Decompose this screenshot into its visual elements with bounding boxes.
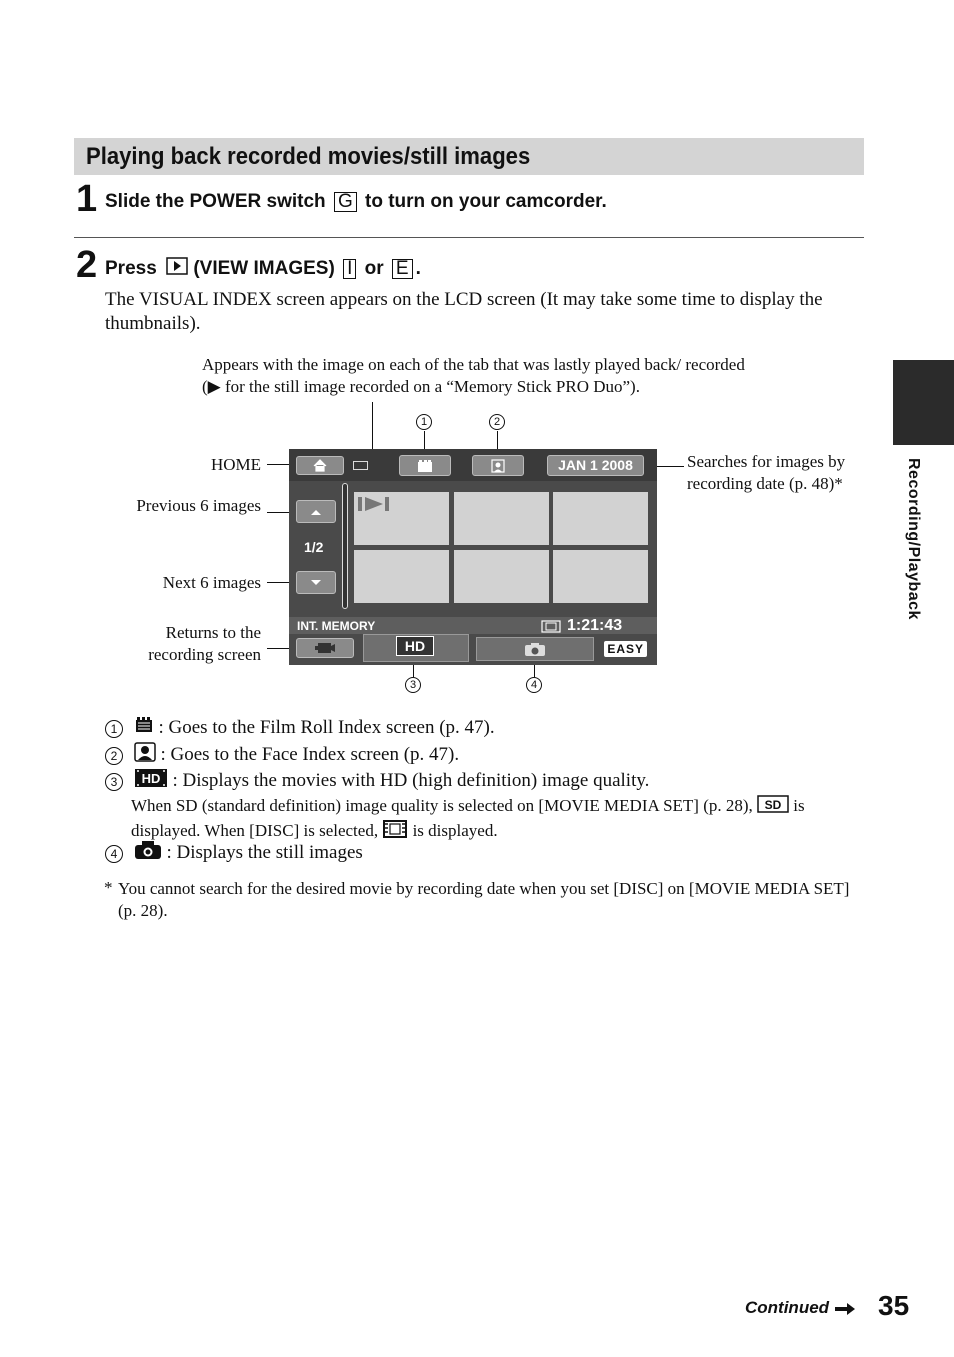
- legend-text: : Goes to the Film Roll Index screen (p. 47).: [158, 717, 495, 738]
- step-2-body: The VISUAL INDEX screen appears on the LCD screen (It may take some time to display the thumbnails).: [105, 289, 823, 334]
- step-2-period: .: [415, 258, 421, 280]
- step-divider: [74, 237, 864, 238]
- previous-callout: Previous 6 images: [136, 496, 261, 515]
- legend-item-4: [105, 840, 363, 867]
- step-1-text-b: to turn on your camcorder.: [365, 191, 607, 212]
- step-2-key-2: E: [392, 259, 413, 279]
- marker-2: 2: [489, 414, 505, 430]
- svg-text:SD: SD: [764, 798, 782, 813]
- returns-callout: Returns to the recording screen: [148, 623, 261, 664]
- next-6-button[interactable]: [296, 571, 336, 594]
- section-header-bar: [74, 138, 864, 175]
- page-indicator: 1/2: [304, 539, 324, 555]
- step-2-text-b: (VIEW IMAGES): [193, 258, 335, 280]
- camcorder-icon: [314, 642, 336, 654]
- step-1-key: G: [334, 192, 357, 212]
- step-1-heading: [105, 191, 607, 213]
- face-index-icon: [491, 459, 505, 473]
- thumbnail-2[interactable]: [454, 492, 549, 545]
- lcd-scrollbar[interactable]: [342, 483, 348, 609]
- hd-icon: HD: [396, 636, 434, 656]
- legend-number: 4: [105, 845, 123, 863]
- chevron-up-icon: [310, 508, 322, 516]
- section-title: Playing back recorded movies/still images: [86, 143, 531, 170]
- last-played-marker-icon: [357, 495, 391, 513]
- marker-1: 1: [416, 414, 432, 430]
- easy-mode-badge: EASY: [604, 641, 647, 657]
- lcd-visual-index-screen: [289, 449, 657, 665]
- memory-label: INT. MEMORY: [297, 619, 376, 633]
- film-roll-icon: [134, 716, 154, 741]
- marker-4: 4: [526, 677, 542, 693]
- legend-number: 1: [105, 720, 123, 738]
- legend-text: : Goes to the Face Index screen (p. 47).: [160, 743, 460, 765]
- return-to-recording-button[interactable]: [296, 638, 354, 658]
- thumbnail-1[interactable]: [354, 492, 449, 545]
- film-roll-icon: [417, 459, 433, 473]
- date-search-button[interactable]: JAN 1 2008: [547, 455, 644, 476]
- step-2-text-a: Press: [105, 258, 157, 280]
- battery-icon: [353, 461, 368, 470]
- home-button[interactable]: [296, 456, 344, 475]
- footnote-mark: *: [104, 878, 113, 897]
- thumbnail-6[interactable]: [553, 550, 648, 603]
- step-1-number: 1: [76, 178, 98, 220]
- face-index-tab[interactable]: [472, 455, 524, 476]
- searches-callout: Searches for images by recording date (p. 48)*: [687, 452, 846, 493]
- camera-icon: [134, 840, 162, 867]
- next-callout: Next 6 images: [162, 573, 261, 592]
- hd-icon: [134, 768, 168, 795]
- diagram-top-note: Appears with the image on each of the tab that was lastly played back/ recorded (▶ for the still image recorded on a “Memory Stick PRO Duo”).: [202, 355, 745, 396]
- legend-item-1: [105, 716, 495, 741]
- disc-film-icon: [382, 819, 408, 845]
- thumbnail-4[interactable]: [354, 550, 449, 603]
- face-index-icon: [134, 742, 156, 769]
- home-icon: [313, 459, 327, 472]
- sd-disc-note: [131, 795, 866, 845]
- step-2-heading: [105, 257, 421, 281]
- sd-note-text-d: is displayed.: [412, 821, 498, 840]
- sd-note-text-a: When SD (standard definition) image quality is selected on [MOVIE MEDIA SET] (p. 28),: [131, 796, 753, 815]
- legend-number: 3: [105, 773, 123, 791]
- step-2-or: or: [364, 258, 384, 280]
- step-2-key-1: I: [343, 259, 356, 279]
- hd-movie-tab[interactable]: [363, 634, 469, 662]
- legend-item-2: [105, 742, 459, 769]
- legend-number: 2: [105, 747, 123, 765]
- svg-text:HD: HD: [141, 771, 161, 786]
- thumbnail-3[interactable]: [553, 492, 648, 545]
- step-2-number: 2: [76, 244, 98, 286]
- film-frame-icon: [541, 620, 561, 638]
- legend-text: : Displays the still images: [166, 841, 363, 863]
- sd-icon: [757, 795, 789, 819]
- step-1-text-a: Slide the POWER switch: [105, 191, 326, 212]
- continued-label: [745, 1298, 856, 1318]
- remaining-time: 1:21:43: [567, 617, 623, 634]
- footnote-text: You cannot search for the desired movie by recording date when you set [DISC] on [MOVIE MEDIA SET] (p. 28).: [118, 879, 850, 920]
- camera-icon: [524, 642, 546, 657]
- sd-note-text-c: displayed. When [DISC] is selected,: [131, 821, 379, 840]
- still-image-tab[interactable]: [476, 637, 594, 661]
- page-number: 35: [878, 1290, 910, 1321]
- film-roll-tab[interactable]: [399, 455, 451, 476]
- previous-6-button[interactable]: [296, 500, 336, 523]
- chapter-side-tab: [893, 360, 954, 445]
- legend-text: : Displays the movies with HD (high definition) image quality.: [172, 769, 650, 791]
- legend-item-3: [105, 768, 649, 795]
- chevron-down-icon: [310, 579, 322, 587]
- sd-note-text-b: is: [793, 796, 805, 815]
- view-images-icon: [166, 257, 188, 281]
- marker-3: 3: [405, 677, 421, 693]
- continued-text: Continued: [745, 1298, 830, 1317]
- home-callout: HOME: [210, 455, 261, 474]
- thumbnail-5[interactable]: [454, 550, 549, 603]
- chapter-side-label: Recording/Playback: [905, 458, 922, 620]
- arrow-right-icon: [834, 1302, 856, 1316]
